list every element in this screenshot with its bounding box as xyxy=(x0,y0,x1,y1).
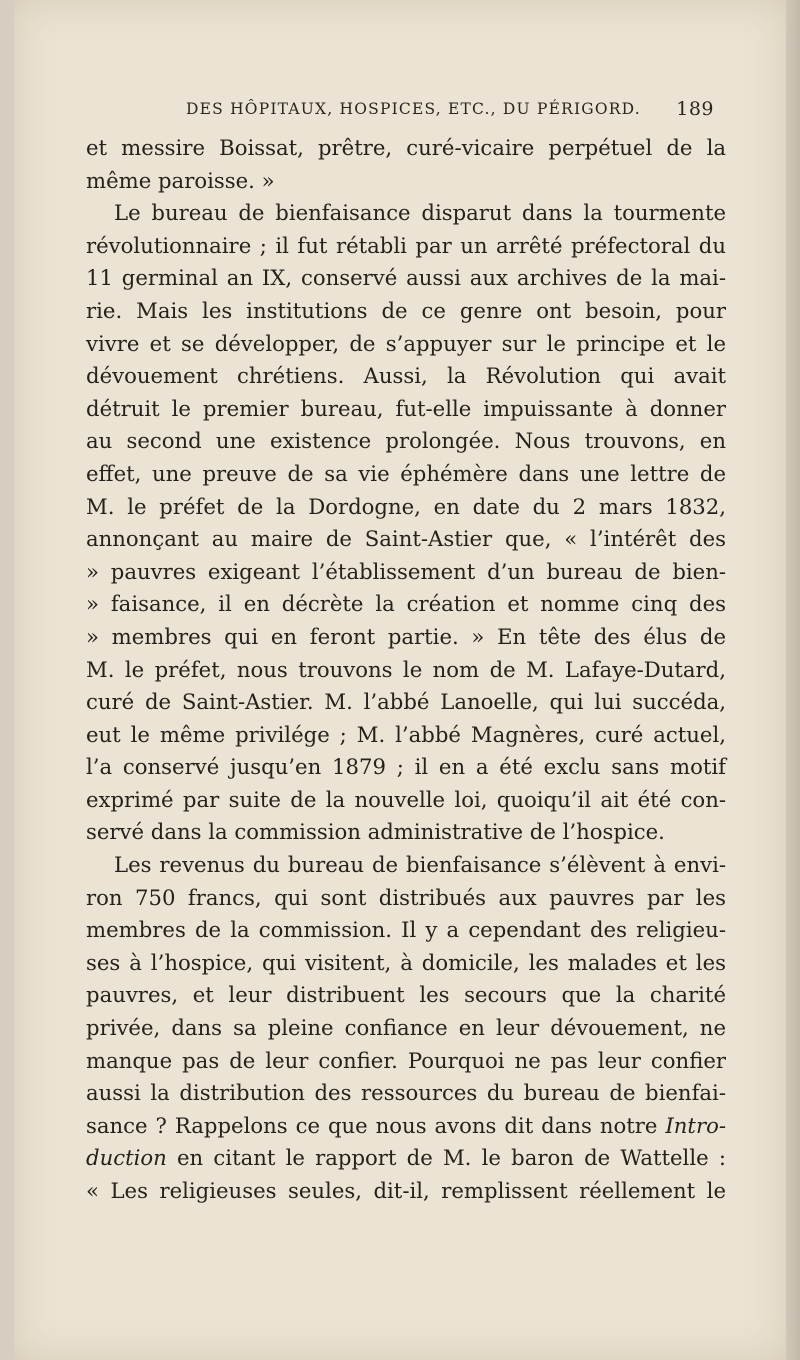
running-title: DES HÔPITAUX, HOSPICES, ETC., DU PÉRIGORD. xyxy=(186,100,641,118)
text-line: manque pas de leur confier. Pourquoi ne pas leur confier xyxy=(86,1047,726,1073)
text-line: privée, dans sa pleine confiance en leur dévouement, ne xyxy=(86,1015,726,1041)
body-text xyxy=(86,132,726,1208)
text-line-with-italic xyxy=(86,1142,726,1175)
text-line: M. le préfet de la Dordogne, en date du 2 mars 1832, xyxy=(86,493,726,519)
text-line: ron 750 francs, qui sont distribués aux pauvres par les xyxy=(86,884,726,910)
text-line: aussi la distribution des ressources du bureau de bienfai- xyxy=(86,1080,726,1106)
text-line: » membres qui en feront partie. » En tête des élus de xyxy=(86,623,726,649)
text-segment: sance ? Rappelons ce que nous avons dit dans notre xyxy=(86,1112,658,1138)
text-line: vivre et se développer, de s’appuyer sur le principe et le xyxy=(86,330,726,356)
text-segment: en citant le rapport de M. le baron de Wattelle : xyxy=(177,1145,726,1171)
text-line: l’a conservé jusqu’en 1879 ; il en a été exclu sans motif xyxy=(86,754,726,780)
text-line: au second une existence prolongée. Nous trouvons, en xyxy=(86,428,726,454)
italic-word: duction xyxy=(86,1145,167,1171)
text-line: » pauvres exigeant l’établissement d’un bureau de bien- xyxy=(86,558,726,584)
text-line: ses à l’hospice, qui visitent, à domicile, les malades et les xyxy=(86,949,726,975)
page-edge xyxy=(786,0,800,1360)
text-line: membres de la commission. Il y a cependant des religieu- xyxy=(86,917,726,943)
text-line: eut le même privilége ; M. l’abbé Magnères, curé actuel, xyxy=(86,721,726,747)
text-line: curé de Saint-Astier. M. l’abbé Lanoelle, qui lui succéda, xyxy=(86,689,726,715)
text-line-with-italic xyxy=(86,1110,726,1143)
text-line: servé dans la commission administrative de l’hospice. xyxy=(86,819,665,845)
text-line: M. le préfet, nous trouvons le nom de M. Lafaye-Dutard, xyxy=(86,656,726,682)
text-line: effet, une preuve de sa vie éphémère dans une lettre de xyxy=(86,460,726,486)
italic-word: Intro- xyxy=(665,1112,726,1138)
text-line: exprimé par suite de la nouvelle loi, quoiqu’il ait été con- xyxy=(86,786,726,812)
text-line: détruit le premier bureau, fut-elle impuissante à donner xyxy=(86,395,726,421)
text-line: « Les religieuses seules, dit-il, remplissent réellement le xyxy=(86,1178,726,1203)
paragraph-start: Les revenus du bureau de bienfaisance s’élèvent à envi- xyxy=(114,852,726,878)
text-line: rie. Mais les institutions de ce genre ont besoin, pour xyxy=(86,297,726,323)
text-line: dévouement chrétiens. Aussi, la Révolution qui avait xyxy=(86,363,726,389)
text-line: et messire Boissat, prêtre, curé-vicaire perpétuel de la xyxy=(86,135,726,160)
paragraph-start: Le bureau de bienfaisance disparut dans la tourmente xyxy=(114,200,726,226)
text-line: même paroisse. » xyxy=(86,167,275,193)
text-line: 11 germinal an IX, conservé aussi aux archives de la mai- xyxy=(86,265,726,291)
text-line: pauvres, et leur distribuent les secours que la charité xyxy=(86,982,726,1008)
page-number: 189 xyxy=(676,98,714,120)
text-line: » faisance, il en décrète la création et nomme cinq des xyxy=(86,591,726,617)
running-head xyxy=(186,98,714,124)
text-line: annonçant au maire de Saint-Astier que, « l’intérêt des xyxy=(86,526,726,552)
text-line: révolutionnaire ; il fut rétabli par un arrêté préfectoral du xyxy=(86,232,726,258)
